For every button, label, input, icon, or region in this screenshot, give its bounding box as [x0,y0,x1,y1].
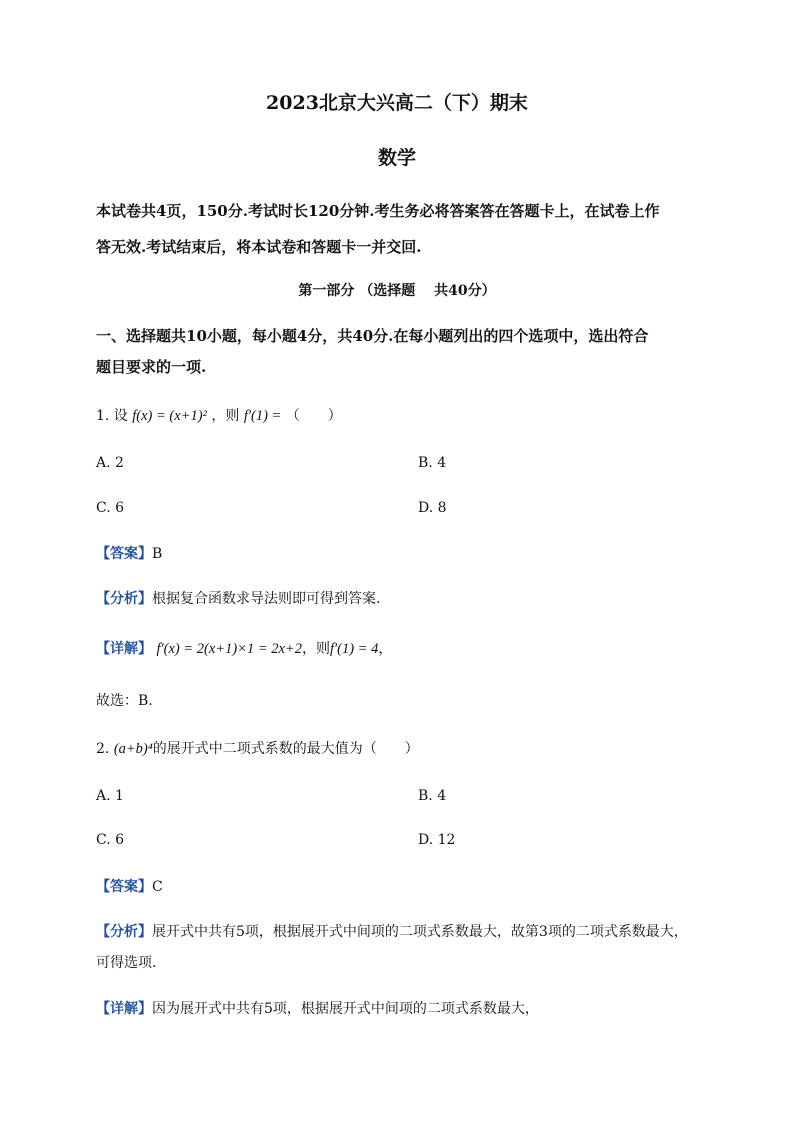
q2-answer-value: C [152,879,163,895]
answer-tag: 【答案】 [96,879,152,895]
q1-mid: ，则 [211,408,240,424]
q2-formula: (a+b)⁴ [113,741,153,757]
q1-analysis-text: 根据复合函数求导法则即可得到答案. [152,591,381,607]
q2-detail [96,998,539,1018]
q1-option-d[interactable]: D. 8 [418,500,447,516]
q2-answer [96,876,163,896]
q1-detail-formula-2: f′(1) = 4 [329,641,379,657]
q2-analysis-text-1: 展开式中共有5项，根据展开式中间项的二项式系数最大，故第3项的二项式系数最大， [152,924,688,940]
q1-paren: （ ） [285,408,342,424]
answer-tag: 【答案】 [96,546,152,562]
question-2 [96,738,419,758]
q1-prefix: 1. 设 [96,408,128,424]
q1-analysis [96,588,380,608]
q1-formula: f(x) = (x+1)² [132,408,207,424]
part-heading: 第一部分 （选择题 共40分） [298,283,496,299]
q2-analysis-line-1 [96,921,688,941]
q2-prefix: 2. [96,741,110,757]
q2-option-c[interactable]: C. 6 [96,832,125,848]
section-line-1: 一、选择题共10小题，每小题4分，共40分.在每小题列出的四个选项中，选出符合 [96,327,649,345]
analysis-tag: 【分析】 [96,591,152,607]
q1-conclusion: 故选：B. [96,693,153,709]
q1-option-c[interactable]: C. 6 [96,500,125,516]
document-title: 2023北京大兴高二（下）期末 [266,92,528,114]
q2-option-a[interactable]: A. 1 [96,788,124,804]
q1-detail-end: ， [378,641,393,657]
q1-answer [96,543,162,563]
q1-detail-formula-1: f′(x) = 2(x+1)×1 = 2x+2 [156,641,302,657]
q2-option-b[interactable]: B. 4 [418,788,447,804]
q2-detail-text: 因为展开式中共有5项，根据展开式中间项的二项式系数最大， [152,1001,539,1017]
q1-detail-mid: ，则 [301,641,330,657]
q1-option-a[interactable]: A. 2 [96,455,124,471]
analysis-tag: 【分析】 [96,924,152,940]
detail-tag: 【详解】 [96,641,152,657]
section-line-2: 题目要求的一项. [96,358,207,376]
q1-formula-2: f′(1) = [243,408,282,424]
subject-title: 数学 [377,147,416,169]
q1-detail [96,638,392,658]
q1-option-b[interactable]: B. 4 [418,455,447,471]
q2-option-d[interactable]: D. 12 [418,832,456,848]
q1-answer-value: B [152,546,163,562]
detail-tag: 【详解】 [96,1001,152,1017]
question-1 [96,405,342,425]
q2-analysis-line-2: 可得选项. [96,955,157,971]
intro-line-2: 答无效.考试结束后，将本试卷和答题卡一并交回. [96,238,422,256]
q2-text: 的展开式中二项式系数的最大值为（ ） [152,741,419,757]
intro-line-1: 本试卷共4页，150分.考试时长120分钟.考生务必将答案答在答题卡上，在试卷上作 [96,202,660,220]
